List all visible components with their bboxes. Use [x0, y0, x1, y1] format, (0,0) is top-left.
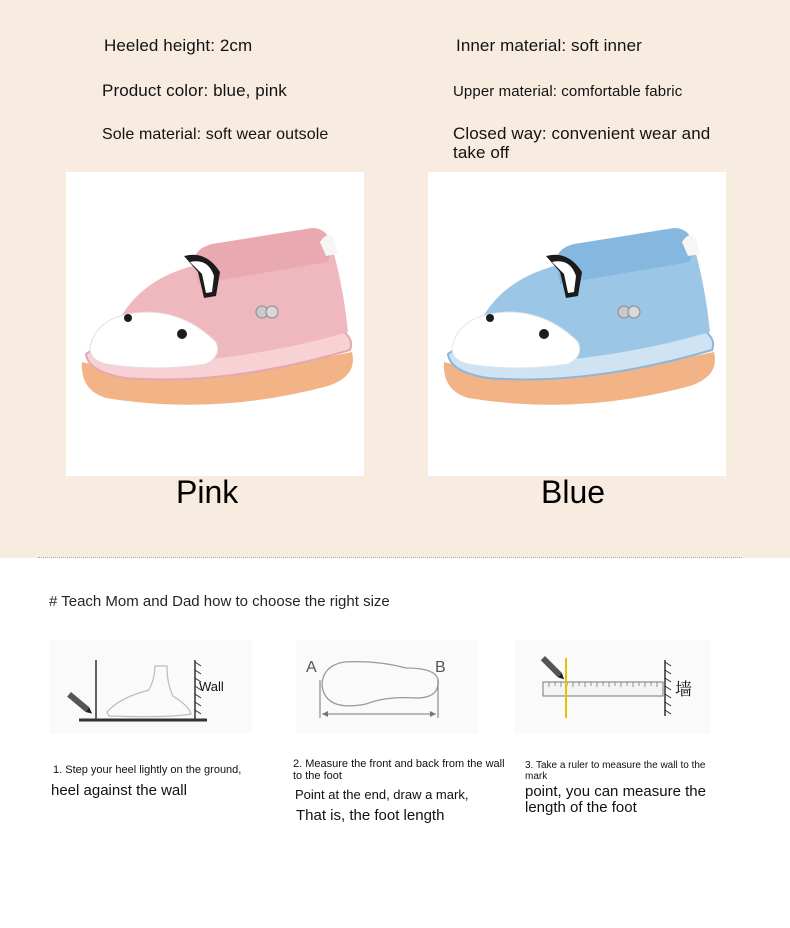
ruler-measure-diagram	[515, 640, 711, 734]
step-2-line-1: 2. Measure the front and back from the wall to the foot	[293, 758, 505, 782]
size-guide-title: # Teach Mom and Dad how to choose the right size	[49, 593, 390, 610]
wall-cn-label: 墙	[675, 680, 692, 700]
step-3-line-2: point, you can measure the length of the foot	[525, 783, 706, 816]
step-2-line-3: That is, the foot length	[296, 807, 445, 824]
spec-sole-material: Sole material: soft wear outsole	[102, 126, 329, 143]
step-1-figure	[49, 640, 252, 734]
step-1-line-2: heel against the wall	[51, 782, 187, 799]
spec-heel-height: Heeled height: 2cm	[104, 36, 253, 55]
spec-closed-way: Closed way: convenient wear and take off	[453, 124, 711, 162]
step-2-figure	[296, 640, 478, 734]
heel-against-wall-diagram	[49, 640, 252, 734]
step-3-figure	[515, 640, 711, 734]
blue-shoe-illustration	[428, 172, 726, 476]
step-1-line-1: 1. Step your heel lightly on the ground,	[53, 764, 242, 776]
step-3-line-1: 3. Take a ruler to measure the wall to the mark	[525, 760, 706, 782]
measure-foot-diagram	[296, 640, 478, 734]
pink-shoe-illustration	[66, 172, 364, 476]
section-divider	[38, 557, 742, 558]
point-b-label: B	[435, 659, 446, 676]
step-2-line-2: Point at the end, draw a mark,	[295, 787, 469, 802]
blue-label: Blue	[541, 474, 606, 510]
wall-label: Wall	[199, 679, 224, 694]
spec-upper-material: Upper material: comfortable fabric	[453, 83, 683, 100]
pink-label: Pink	[176, 474, 239, 510]
point-a-label: A	[306, 659, 317, 676]
spec-inner-material: Inner material: soft inner	[456, 36, 642, 55]
pink-shoe-image	[66, 172, 364, 476]
blue-shoe-image	[428, 172, 726, 476]
spec-product-color: Product color: blue, pink	[102, 81, 287, 100]
